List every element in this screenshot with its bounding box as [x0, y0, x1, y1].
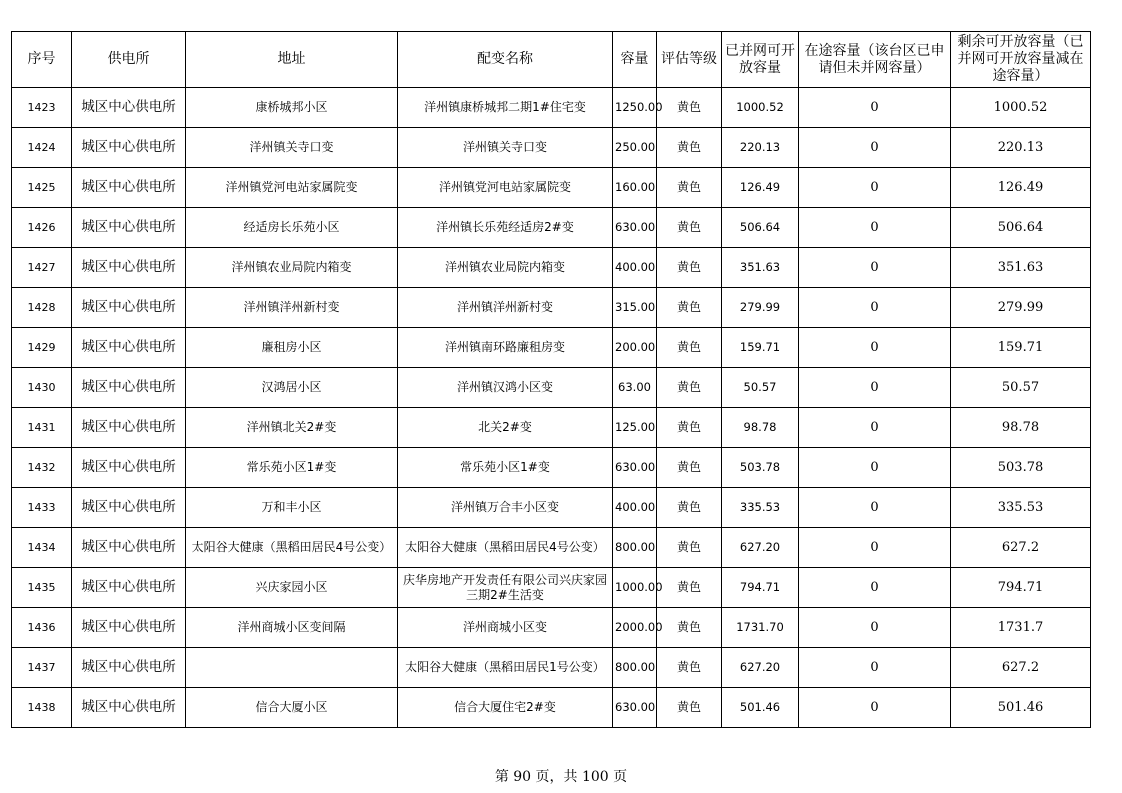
cell-station: 城区中心供电所: [72, 528, 186, 568]
cell-seq: 1434: [12, 528, 72, 568]
cell-station: 城区中心供电所: [72, 248, 186, 288]
cell-open-capacity: 126.49: [722, 168, 799, 208]
cell-capacity: 630.00: [613, 448, 657, 488]
cell-remaining: 126.49: [951, 168, 1091, 208]
cell-grade: 黄色: [657, 528, 722, 568]
cell-grade: 黄色: [657, 448, 722, 488]
cell-grade: 黄色: [657, 568, 722, 608]
table-row: [12, 168, 1091, 208]
cell-station: 城区中心供电所: [72, 688, 186, 728]
cell-transformer: 洋州镇关寺口变: [398, 128, 613, 168]
cell-in-transit: 0: [799, 328, 951, 368]
cell-remaining: 98.78: [951, 408, 1091, 448]
cell-address: 信合大厦小区: [186, 688, 398, 728]
cell-transformer: 北关2#变: [398, 408, 613, 448]
cell-seq: 1425: [12, 168, 72, 208]
cell-in-transit: 0: [799, 608, 951, 648]
cell-seq: 1429: [12, 328, 72, 368]
cell-address: 洋州镇农业局院内箱变: [186, 248, 398, 288]
header-transformer: 配变名称: [398, 32, 613, 88]
page-number-footer: 第 90 页，共 100 页: [494, 769, 628, 785]
cell-in-transit: 0: [799, 368, 951, 408]
cell-transformer: 洋州镇党河电站家属院变: [398, 168, 613, 208]
cell-transformer: 洋州镇农业局院内箱变: [398, 248, 613, 288]
cell-remaining: 1731.7: [951, 608, 1091, 648]
cell-transformer: 庆华房地产开发责任有限公司兴庆家园三期2#生活变: [398, 568, 613, 608]
cell-remaining: 794.71: [951, 568, 1091, 608]
cell-address: 万和丰小区: [186, 488, 398, 528]
header-address: 地址: [186, 32, 398, 88]
cell-station: 城区中心供电所: [72, 568, 186, 608]
cell-open-capacity: 627.20: [722, 648, 799, 688]
capacity-table-container: [11, 31, 1091, 728]
cell-grade: 黄色: [657, 208, 722, 248]
cell-seq: 1423: [12, 88, 72, 128]
cell-capacity: 1250.00: [613, 88, 657, 128]
cell-open-capacity: 506.64: [722, 208, 799, 248]
cell-capacity: 800.00: [613, 528, 657, 568]
cell-grade: 黄色: [657, 288, 722, 328]
cell-station: 城区中心供电所: [72, 208, 186, 248]
cell-capacity: 200.00: [613, 328, 657, 368]
cell-open-capacity: 501.46: [722, 688, 799, 728]
table-row: [12, 248, 1091, 288]
cell-open-capacity: 1000.52: [722, 88, 799, 128]
header-grade: 评估等级: [657, 32, 722, 88]
cell-address: 太阳谷大健康（黑稻田居民4号公变）: [186, 528, 398, 568]
cell-open-capacity: 98.78: [722, 408, 799, 448]
cell-seq: 1426: [12, 208, 72, 248]
cell-station: 城区中心供电所: [72, 448, 186, 488]
table-row: [12, 648, 1091, 688]
cell-capacity: 400.00: [613, 248, 657, 288]
table-row: [12, 568, 1091, 608]
cell-station: 城区中心供电所: [72, 648, 186, 688]
cell-address: 常乐苑小区1#变: [186, 448, 398, 488]
cell-seq: 1436: [12, 608, 72, 648]
cell-in-transit: 0: [799, 448, 951, 488]
header-seq: 序号: [12, 32, 72, 88]
cell-remaining: 503.78: [951, 448, 1091, 488]
cell-address: 洋州镇洋州新村变: [186, 288, 398, 328]
cell-capacity: 315.00: [613, 288, 657, 328]
cell-in-transit: 0: [799, 128, 951, 168]
table-row: [12, 368, 1091, 408]
cell-grade: 黄色: [657, 248, 722, 288]
cell-transformer: 太阳谷大健康（黑稻田居民4号公变）: [398, 528, 613, 568]
cell-in-transit: 0: [799, 208, 951, 248]
cell-open-capacity: 50.57: [722, 368, 799, 408]
table-row: [12, 128, 1091, 168]
cell-station: 城区中心供电所: [72, 128, 186, 168]
cell-capacity: 400.00: [613, 488, 657, 528]
cell-station: 城区中心供电所: [72, 368, 186, 408]
cell-capacity: 160.00: [613, 168, 657, 208]
table-row: [12, 608, 1091, 648]
cell-station: 城区中心供电所: [72, 408, 186, 448]
cell-seq: 1437: [12, 648, 72, 688]
cell-address: 洋州镇党河电站家属院变: [186, 168, 398, 208]
cell-remaining: 627.2: [951, 648, 1091, 688]
cell-remaining: 279.99: [951, 288, 1091, 328]
header-remaining: 剩余可开放容量（已并网可开放容量减在途容量）: [951, 32, 1091, 88]
cell-transformer: 太阳谷大健康（黑稻田居民1号公变）: [398, 648, 613, 688]
table-header-row: [12, 32, 1091, 88]
cell-capacity: 250.00: [613, 128, 657, 168]
cell-transformer: 洋州镇康桥城邦二期1#住宅变: [398, 88, 613, 128]
cell-seq: 1428: [12, 288, 72, 328]
cell-transformer: 洋州镇汉鸿小区变: [398, 368, 613, 408]
cell-open-capacity: 627.20: [722, 528, 799, 568]
cell-open-capacity: 1731.70: [722, 608, 799, 648]
cell-grade: 黄色: [657, 328, 722, 368]
cell-capacity: 630.00: [613, 688, 657, 728]
cell-in-transit: 0: [799, 408, 951, 448]
cell-seq: 1424: [12, 128, 72, 168]
cell-capacity: 125.00: [613, 408, 657, 448]
cell-in-transit: 0: [799, 248, 951, 288]
cell-grade: 黄色: [657, 648, 722, 688]
cell-seq: 1435: [12, 568, 72, 608]
cell-remaining: 351.63: [951, 248, 1091, 288]
cell-in-transit: 0: [799, 648, 951, 688]
capacity-table: [11, 31, 1091, 728]
cell-open-capacity: 351.63: [722, 248, 799, 288]
cell-station: 城区中心供电所: [72, 488, 186, 528]
cell-grade: 黄色: [657, 488, 722, 528]
cell-capacity: 63.00: [613, 368, 657, 408]
cell-seq: 1432: [12, 448, 72, 488]
cell-grade: 黄色: [657, 688, 722, 728]
cell-station: 城区中心供电所: [72, 608, 186, 648]
cell-capacity: 1000.00: [613, 568, 657, 608]
cell-grade: 黄色: [657, 88, 722, 128]
cell-in-transit: 0: [799, 88, 951, 128]
cell-station: 城区中心供电所: [72, 88, 186, 128]
cell-remaining: 159.71: [951, 328, 1091, 368]
header-open-capacity: 已并网可开放容量: [722, 32, 799, 88]
table-row: [12, 88, 1091, 128]
cell-address: 洋州镇关寺口变: [186, 128, 398, 168]
cell-in-transit: 0: [799, 288, 951, 328]
cell-seq: 1430: [12, 368, 72, 408]
cell-remaining: 506.64: [951, 208, 1091, 248]
cell-address: 汉鸿居小区: [186, 368, 398, 408]
cell-open-capacity: 503.78: [722, 448, 799, 488]
cell-grade: 黄色: [657, 608, 722, 648]
cell-address: 兴庆家园小区: [186, 568, 398, 608]
cell-transformer: 洋州镇万合丰小区变: [398, 488, 613, 528]
table-row: [12, 408, 1091, 448]
cell-open-capacity: 335.53: [722, 488, 799, 528]
table-row: [12, 328, 1091, 368]
cell-seq: 1438: [12, 688, 72, 728]
cell-address: [186, 648, 398, 688]
table-row: [12, 208, 1091, 248]
cell-address: 经适房长乐苑小区: [186, 208, 398, 248]
cell-grade: 黄色: [657, 368, 722, 408]
cell-remaining: 220.13: [951, 128, 1091, 168]
cell-address: 廉租房小区: [186, 328, 398, 368]
cell-in-transit: 0: [799, 568, 951, 608]
cell-transformer: 洋州镇南环路廉租房变: [398, 328, 613, 368]
cell-remaining: 1000.52: [951, 88, 1091, 128]
cell-in-transit: 0: [799, 488, 951, 528]
cell-remaining: 627.2: [951, 528, 1091, 568]
cell-remaining: 335.53: [951, 488, 1091, 528]
header-capacity: 容量: [613, 32, 657, 88]
cell-open-capacity: 220.13: [722, 128, 799, 168]
cell-grade: 黄色: [657, 128, 722, 168]
cell-grade: 黄色: [657, 408, 722, 448]
header-station: 供电所: [72, 32, 186, 88]
cell-transformer: 洋州镇长乐苑经适房2#变: [398, 208, 613, 248]
cell-in-transit: 0: [799, 528, 951, 568]
cell-address: 洋州商城小区变间隔: [186, 608, 398, 648]
cell-transformer: 信合大厦住宅2#变: [398, 688, 613, 728]
cell-open-capacity: 794.71: [722, 568, 799, 608]
cell-transformer: 洋州镇洋州新村变: [398, 288, 613, 328]
cell-station: 城区中心供电所: [72, 328, 186, 368]
table-row: [12, 288, 1091, 328]
cell-station: 城区中心供电所: [72, 168, 186, 208]
cell-capacity: 800.00: [613, 648, 657, 688]
cell-transformer: 洋州商城小区变: [398, 608, 613, 648]
cell-address: 康桥城邦小区: [186, 88, 398, 128]
cell-remaining: 50.57: [951, 368, 1091, 408]
cell-remaining: 501.46: [951, 688, 1091, 728]
cell-station: 城区中心供电所: [72, 288, 186, 328]
table-row: [12, 528, 1091, 568]
cell-grade: 黄色: [657, 168, 722, 208]
cell-seq: 1431: [12, 408, 72, 448]
header-in-transit: 在途容量（该台区已申请但未并网容量）: [799, 32, 951, 88]
table-body: [12, 88, 1091, 728]
cell-open-capacity: 159.71: [722, 328, 799, 368]
cell-seq: 1427: [12, 248, 72, 288]
cell-in-transit: 0: [799, 688, 951, 728]
table-row: [12, 448, 1091, 488]
cell-transformer: 常乐苑小区1#变: [398, 448, 613, 488]
cell-in-transit: 0: [799, 168, 951, 208]
cell-address: 洋州镇北关2#变: [186, 408, 398, 448]
cell-capacity: 630.00: [613, 208, 657, 248]
cell-open-capacity: 279.99: [722, 288, 799, 328]
table-row: [12, 488, 1091, 528]
cell-capacity: 2000.00: [613, 608, 657, 648]
table-row: [12, 688, 1091, 728]
cell-seq: 1433: [12, 488, 72, 528]
